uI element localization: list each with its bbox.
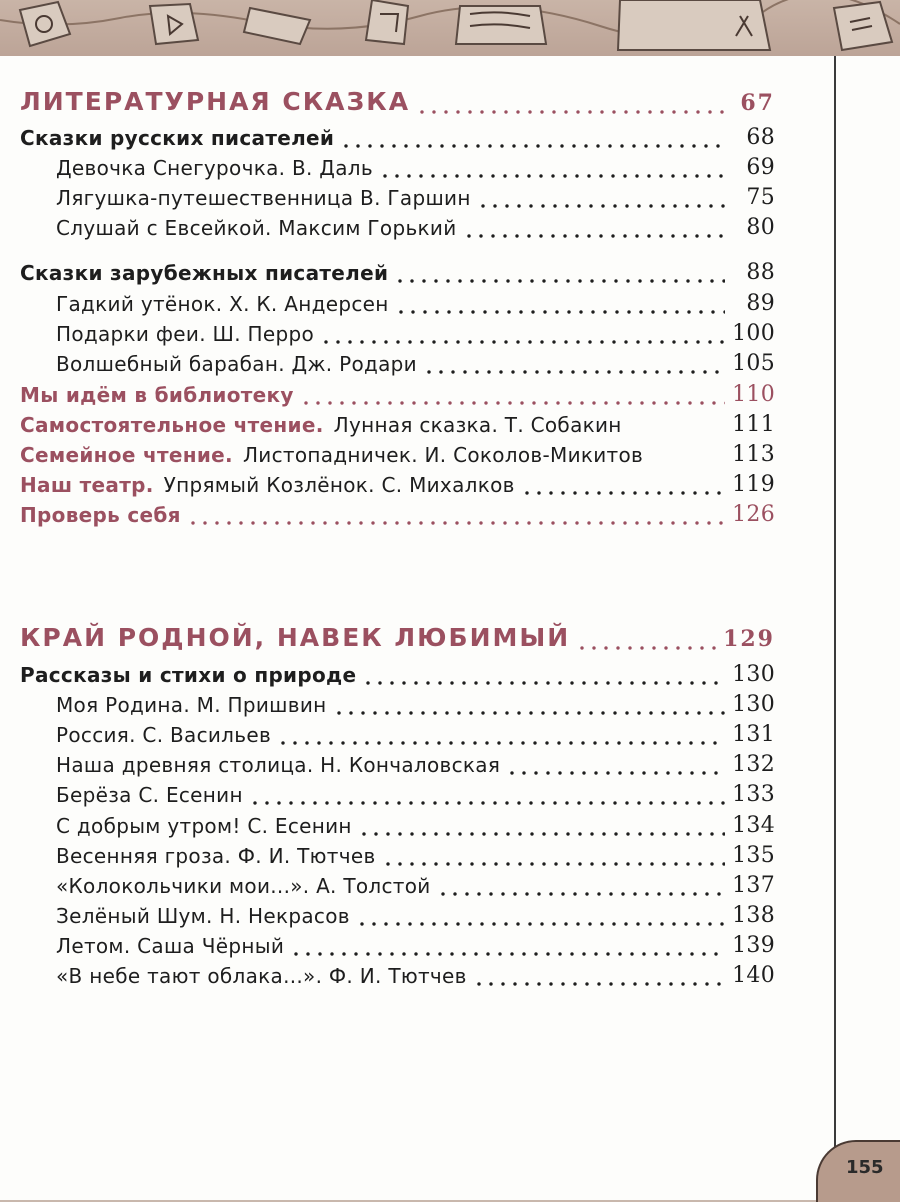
toc-entry[interactable]: Волшебный барабан. Дж. Родари 105: [56, 351, 775, 376]
toc-rubric-entry[interactable]: Наш театр. Упрямый Козлёнок. С. Михалков 119: [20, 472, 775, 497]
leader-dots: [187, 501, 725, 525]
leader-dots: [356, 902, 725, 926]
leader-dots: [362, 661, 725, 685]
scroll-icon: [244, 8, 310, 44]
letter-tile-icon: [366, 0, 408, 44]
toc-entry[interactable]: «Колокольчики мои...». А. Толстой 137: [56, 873, 775, 898]
toc-section-title[interactable]: ЛИТЕРАТУРНАЯ СКАЗКА 67: [20, 87, 775, 116]
toc-entry[interactable]: Весенняя гроза. Ф. И. Тютчев 135: [56, 843, 775, 868]
toc-rubric-entry[interactable]: Самостоятельное чтение. Лунная сказка. Т. Собакин 111: [20, 412, 775, 437]
toc-section-title[interactable]: КРАЙ РОДНОЙ, НАВЕК ЛЮБИМЫЙ 129: [20, 623, 775, 652]
toc-rubric-entry[interactable]: Проверь себя 126: [20, 502, 775, 527]
toc-entry[interactable]: Слушай с Евсейкой. Максим Горький 80: [56, 215, 775, 240]
toc-rubric-entry[interactable]: Семейное чтение. Листопадничек. И. Соколов-Микитов 113: [20, 442, 775, 467]
toc-entry[interactable]: Наша древняя столица. Н. Кончаловская 132: [56, 752, 775, 777]
toc-subsection-heading[interactable]: Сказки зарубежных писателей 88: [20, 260, 775, 285]
toc-entry[interactable]: Лягушка-путешественница В. Гаршин 75: [56, 185, 775, 210]
toc-entry[interactable]: «В небе тают облака...». Ф. И. Тютчев 140: [56, 963, 775, 988]
leader-dots: [521, 471, 725, 495]
toc-entry[interactable]: Россия. С. Васильев 131: [56, 722, 775, 747]
leader-dots: [333, 691, 725, 715]
leader-dots: [358, 812, 725, 836]
toc-subsection-heading[interactable]: Сказки русских писателей 68: [20, 125, 775, 150]
toc-entry[interactable]: Летом. Саша Чёрный 139: [56, 933, 775, 958]
leader-dots: [340, 124, 725, 148]
leader-dots: [379, 154, 725, 178]
leader-dots: [394, 259, 725, 283]
leader-dots: [463, 214, 725, 238]
letter-tile-icon: [834, 2, 892, 50]
toc-entry[interactable]: Гадкий утёнок. Х. К. Андерсен 89: [56, 291, 775, 316]
toc-entry[interactable]: Подарки феи. Ш. Перро 100: [56, 321, 775, 346]
toc-entry[interactable]: Зелёный Шум. Н. Некрасов 138: [56, 903, 775, 928]
leader-dots: [277, 721, 725, 745]
leader-dots: [473, 962, 725, 986]
leader-dots: [576, 626, 717, 650]
toc-subsection-heading[interactable]: Рассказы и стихи о природе 130: [20, 662, 775, 687]
toc-entry[interactable]: Берёза С. Есенин 133: [56, 782, 775, 807]
leader-dots: [477, 184, 725, 208]
leader-dots: [320, 320, 725, 344]
leader-dots: [437, 872, 725, 896]
banner-illustration: [0, 0, 900, 56]
leader-dots: [290, 932, 725, 956]
toc-entry[interactable]: Девочка Снегурочка. В. Даль 69: [56, 155, 775, 180]
letter-tile-icon: [618, 0, 770, 50]
page-margin: [836, 56, 900, 1200]
toc-entry[interactable]: Моя Родина. М. Пришвин 130: [56, 692, 775, 717]
decorative-banner: [0, 0, 900, 56]
leader-dots: [395, 290, 725, 314]
letter-tile-icon: [150, 4, 198, 44]
toc-rubric-entry[interactable]: Мы идём в библиотеку 110: [20, 382, 775, 407]
leader-dots: [416, 90, 725, 114]
toc-entry[interactable]: С добрым утром! С. Есенин 134: [56, 813, 775, 838]
page-number: 155: [846, 1157, 884, 1178]
leader-dots: [506, 751, 725, 775]
leader-dots: [300, 381, 725, 405]
letter-tile-icon: [20, 2, 70, 46]
leader-dots: [423, 350, 725, 374]
leader-dots: [382, 842, 725, 866]
leader-dots: [249, 781, 725, 805]
